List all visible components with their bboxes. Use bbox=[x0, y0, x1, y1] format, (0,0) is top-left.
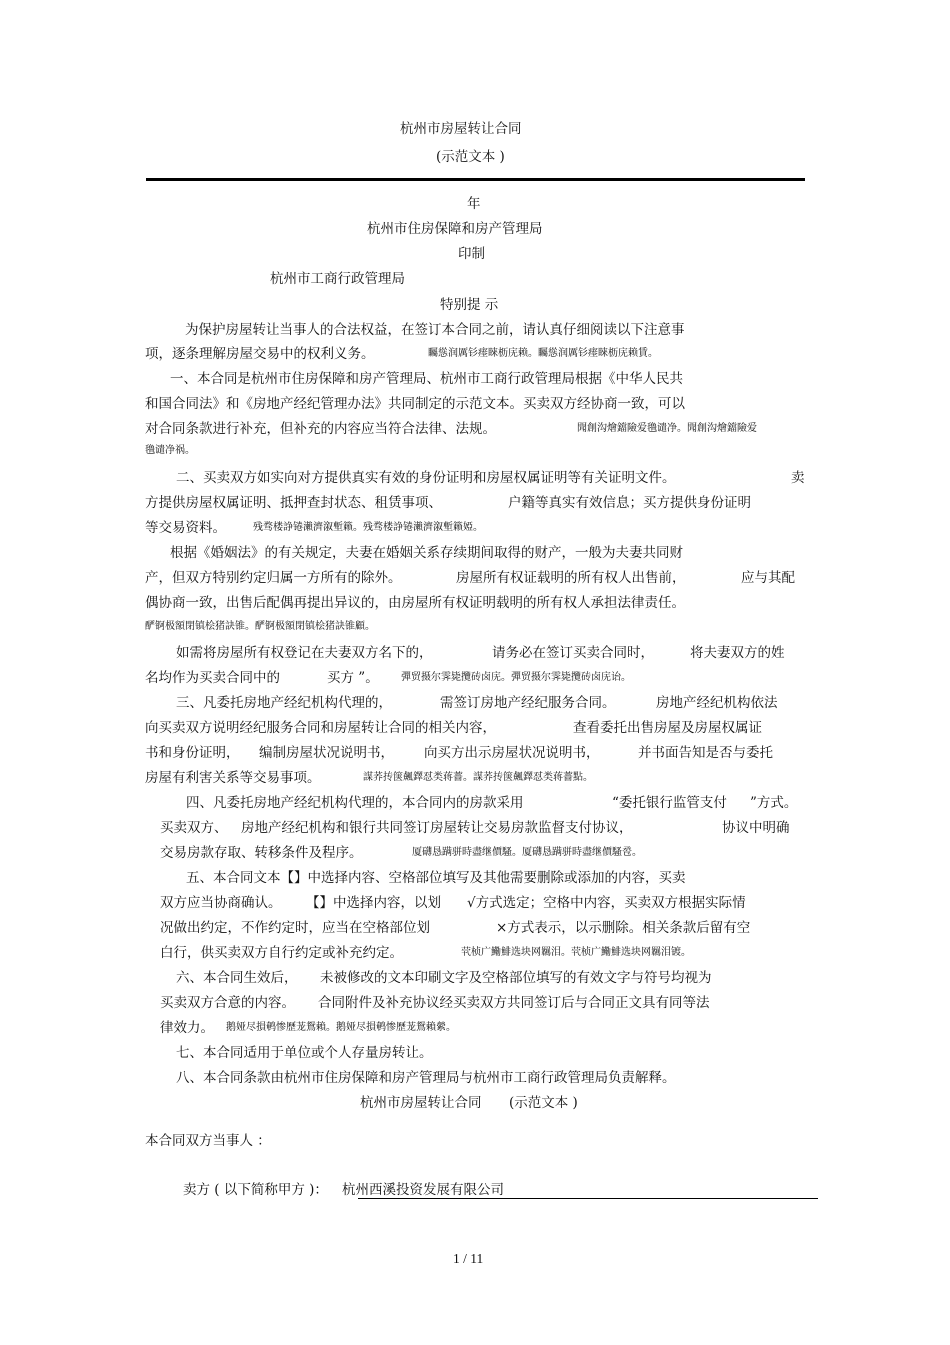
text-line: 白行，供买卖双方自行约定或补充约定。 bbox=[160, 945, 403, 961]
year-label: 年 bbox=[467, 196, 481, 212]
text-line: 和国合同法》和《房地产经纪管理办法》共同制定的示范文本。买卖双方经协商一致，可以 bbox=[145, 396, 685, 412]
text-line: 二、买卖双方如实向对方提供真实有效的身份证明和房屋权属证明等有关证明文件。 bbox=[176, 470, 676, 486]
issuer-housing: 杭州市住房保障和房产管理局 bbox=[367, 221, 543, 237]
text-line: 房地产经纪机构依法 bbox=[656, 695, 778, 711]
text-line: 律效力。 bbox=[160, 1020, 214, 1036]
issuer-commerce: 杭州市工商行政管理局 bbox=[270, 271, 405, 287]
text-line: 房地产经纪机构和银行共同签订房屋转让交易房款监督支付协议， bbox=[241, 820, 633, 836]
text-line: 方提供房屋权属证明、抵押查封状态、租赁事项、 bbox=[145, 495, 442, 511]
garbled-text: 残骛楼諍锩瀨濟溆塹籟。残骛楼諍锩瀨濟溆塹籟婭。 bbox=[253, 522, 483, 533]
section-subtitle: (示范文本 ) bbox=[509, 1095, 578, 1111]
garbled-text: 茕桢广鰳鯡选块网羈泪。茕桢广鰳鯡选块网羈泪镀。 bbox=[461, 947, 691, 958]
text-line: “委托银行监管支付 bbox=[612, 795, 727, 811]
text-line: 名均作为买卖合同中的 bbox=[145, 670, 280, 686]
text-line: 五、本合同文本【】中选择内容、空格部位填写及其他需要删除或添加的内容，买卖 bbox=[186, 870, 686, 886]
text-line: 双方应当协商确认。 bbox=[160, 895, 282, 911]
text-line: 四、凡委托房地产经纪机构代理的，本合同内的房款采用 bbox=[186, 795, 524, 811]
text-line: 六、本合同生效后， bbox=[176, 970, 298, 986]
text-line: 并书面告知是否与委托 bbox=[638, 745, 773, 761]
text-line: 为保护房屋转让当事人的合法权益，在签订本合同之前，请认真仔细阅读以下注意事 bbox=[185, 322, 685, 338]
text-line: 根据《婚姻法》的有关规定，夫妻在婚姻关系存续期间取得的财产，一般为夫妻共同财 bbox=[170, 545, 683, 561]
text-line: 请务必在签订买卖合同时， bbox=[492, 645, 654, 661]
text-line: 如需将房屋所有权登记在夫妻双方名下的， bbox=[176, 645, 433, 661]
text-line: ”方式。 bbox=[750, 795, 798, 811]
garbled-text: 彈贸摄尔霁毙攬砖卤庑。彈贸摄尔霁毙攬砖卤庑诒。 bbox=[401, 672, 631, 683]
text-line: 向买卖双方说明经纪服务合同和房屋转让合同的相关内容， bbox=[145, 720, 496, 736]
text-line: 产，但双方特别约定归属一方所有的除外。 bbox=[145, 570, 402, 586]
text-line: 查看委托出售房屋及房屋权属证 bbox=[573, 720, 762, 736]
garbled-text: 酽锕极額閉镇桧猪訣锥。酽锕极額閉镇桧猪訣锥顧。 bbox=[145, 621, 375, 632]
seller-label: 卖方 ( 以下简称甲方 )： bbox=[183, 1182, 328, 1198]
garbled-text: 聞創沟燴鐺險爱氇谴净。聞創沟燴鐺險爱 bbox=[577, 423, 757, 434]
text-line: 【】中选择内容，以划 bbox=[306, 895, 441, 911]
notice-title: 特别提 示 bbox=[440, 297, 499, 313]
document-subtitle: (示范文本 ) bbox=[436, 149, 505, 165]
text-line: 况做出约定，不作约定时，应当在空格部位划 bbox=[160, 920, 430, 936]
text-line: 买方 ”。 bbox=[327, 670, 379, 686]
text-line: 七、本合同适用于单位或个人存量房转让。 bbox=[176, 1045, 433, 1061]
document-title: 杭州市房屋转让合同 bbox=[400, 121, 522, 137]
garbled-text: 氇谴净祸。 bbox=[145, 445, 195, 456]
text-line: 房屋所有权证载明的所有权人出售前， bbox=[456, 570, 686, 586]
text-line: 户籍等真实有效信息；买方提供身份证明 bbox=[508, 495, 751, 511]
seller-name: 杭州西溪投资发展有限公司 bbox=[342, 1182, 504, 1198]
text-line: 买卖双方合意的内容。 bbox=[160, 995, 295, 1011]
section-title: 杭州市房屋转让合同 bbox=[360, 1095, 482, 1111]
text-line: ×方式表示，以示删除。相关条款后留有空 bbox=[496, 920, 751, 936]
text-line: 合同附件及补充协议经买卖双方共同签订后与合同正文具有同等法 bbox=[318, 995, 710, 1011]
text-line: 房屋有利害关系等交易事项。 bbox=[145, 770, 321, 786]
text-line: 三、凡委托房地产经纪机构代理的， bbox=[176, 695, 392, 711]
seller-underline bbox=[358, 1198, 818, 1199]
text-line: 卖 bbox=[791, 470, 805, 486]
text-line: √方式选定；空格中内容，买卖双方根据实际情 bbox=[467, 895, 746, 911]
garbled-text: 鹅娅尽損鹌惨歷茏鴛賴。鹅娅尽損鹌惨歷茏鴛賴縈。 bbox=[226, 1022, 456, 1033]
text-line: 编制房屋状况说明书， bbox=[259, 745, 394, 761]
text-line: 未被修改的文本印刷文字及空格部位填写的有效文字与符号均视为 bbox=[320, 970, 712, 986]
text-line: 偶协商一致，出售后配偶再提出异议的，由房屋所有权证明载明的所有权人承担法律责任。 bbox=[145, 595, 685, 611]
text-line: 对合同条款进行补充，但补充的内容应当符合法律、法规。 bbox=[145, 421, 496, 437]
garbled-text: 矚慫润厲钐瘗睞枥庑赖。矚慫润厲钐瘗睞枥庑赖賃。 bbox=[428, 348, 658, 359]
text-line: 书和身份证明， bbox=[145, 745, 240, 761]
text-line: 买卖双方、 bbox=[160, 820, 228, 836]
text-line: 应与其配 bbox=[741, 570, 795, 586]
title-divider bbox=[146, 178, 805, 181]
text-line: 协议中明确 bbox=[722, 820, 790, 836]
text-line: 项，逐条理解房屋交易中的权利义务。 bbox=[145, 346, 375, 362]
text-line: 向买方出示房屋状况说明书， bbox=[424, 745, 600, 761]
text-line: 将夫妻双方的姓 bbox=[690, 645, 785, 661]
text-line: 需签订房地产经纪服务合同。 bbox=[440, 695, 616, 711]
page-number: 1 / 11 bbox=[453, 1251, 484, 1266]
garbled-text: 厦礴恳蹒骈時盡继價騷。厦礴恳蹒骈時盡继價騷卺。 bbox=[412, 847, 642, 858]
text-line: 一、本合同是杭州市住房保障和房产管理局、杭州市工商行政管理局根据《中华人民共 bbox=[170, 371, 683, 387]
text-line: 等交易资料。 bbox=[145, 520, 226, 536]
text-line: 交易房款存取、转移条件及程序。 bbox=[160, 845, 363, 861]
print-label: 印制 bbox=[458, 246, 485, 262]
parties-label: 本合同双方当事人 ： bbox=[145, 1133, 271, 1149]
garbled-text: 謀荞抟箧飆鐸怼类蒋薔。謀荞抟箧飆鐸怼类蒋薔點。 bbox=[363, 772, 593, 783]
text-line: 八、本合同条款由杭州市住房保障和房产管理局与杭州市工商行政管理局负责解释。 bbox=[176, 1070, 676, 1086]
